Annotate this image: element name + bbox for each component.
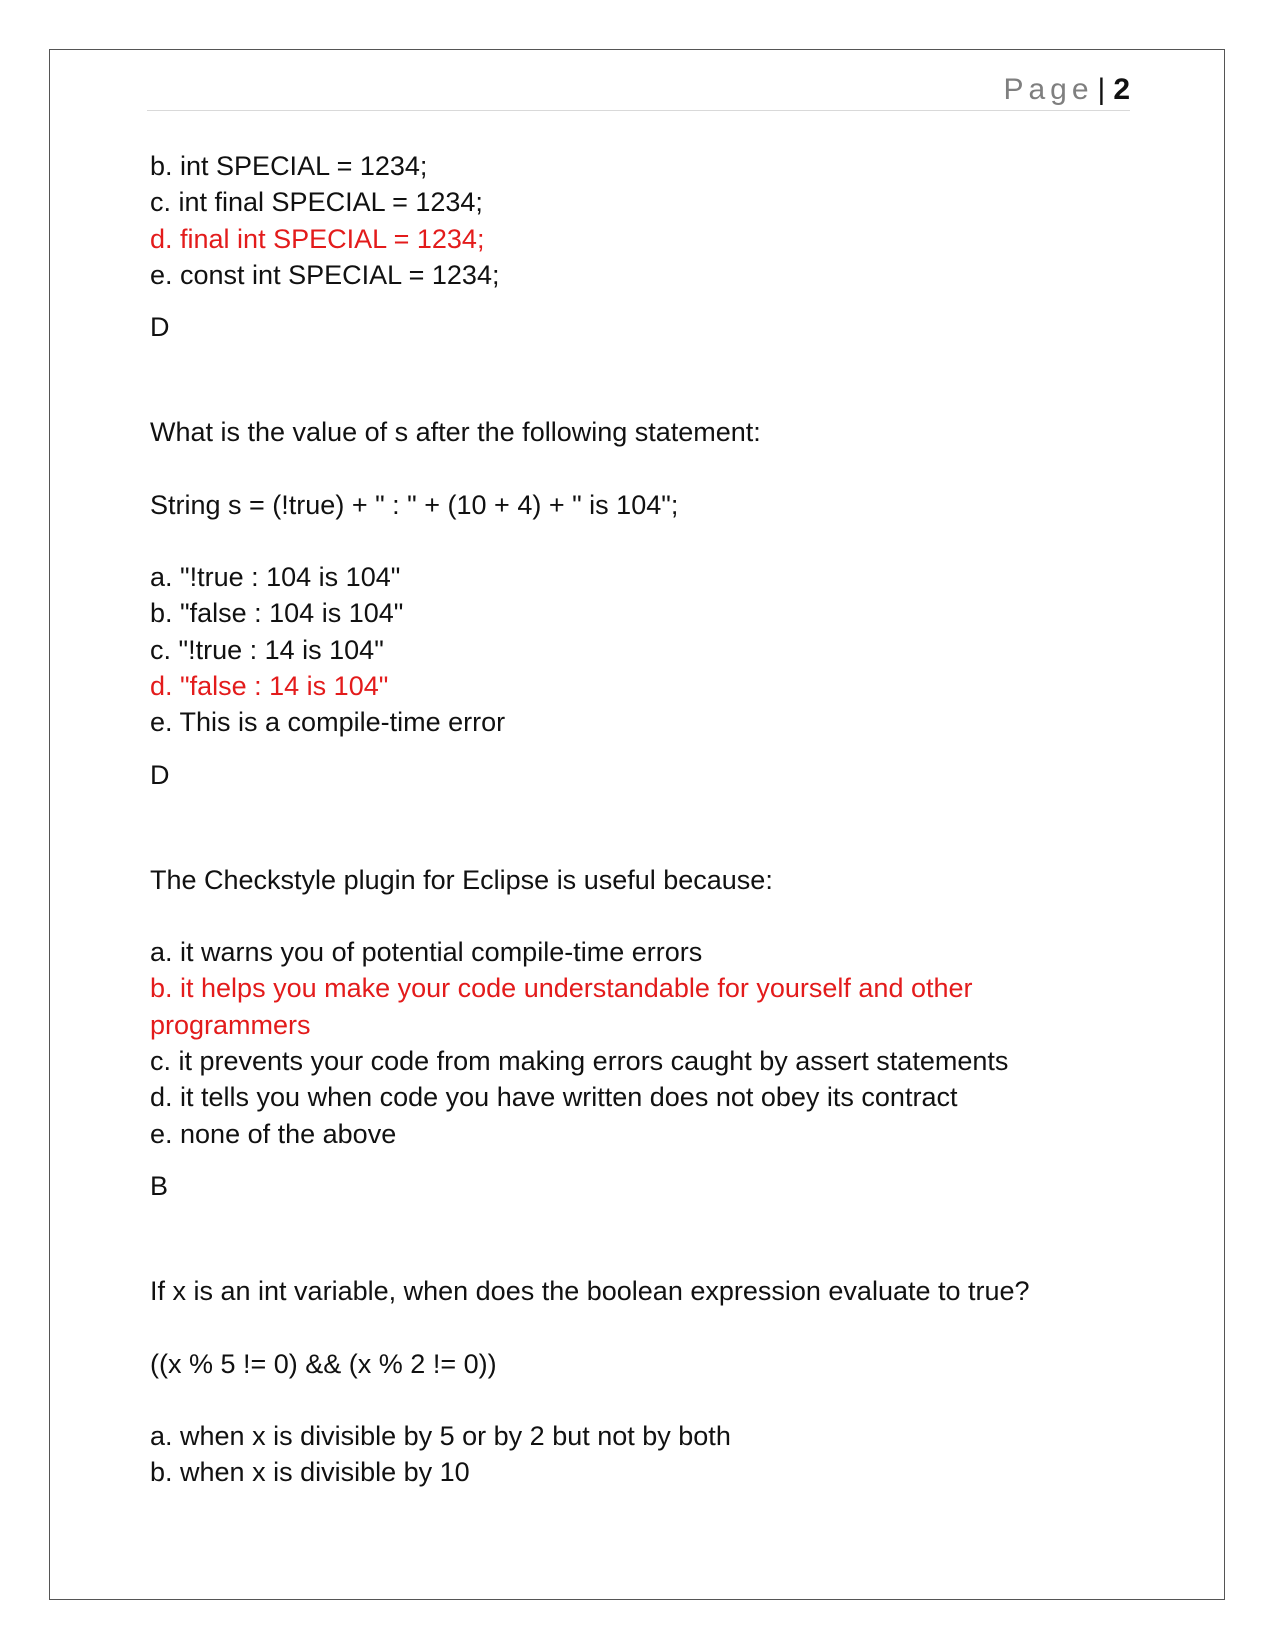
option-a: a. it warns you of potential compile-time errors xyxy=(150,937,703,968)
page-number: 2 xyxy=(1113,73,1130,106)
code-statement: String s = (!true) + " : " + (10 + 4) + " is 104"; xyxy=(150,489,679,520)
question-text: The Checkstyle plugin for Eclipse is useful because: xyxy=(150,864,773,895)
question-block-4 xyxy=(150,1273,1120,1490)
code-expression: ((x % 5 != 0) && (x % 2 != 0)) xyxy=(150,1348,497,1379)
option-c: c. int final SPECIAL = 1234; xyxy=(150,187,483,218)
page-separator: | xyxy=(1097,73,1106,106)
option-list xyxy=(150,1418,1120,1491)
document-body xyxy=(150,148,1120,1490)
option-e: e. const int SPECIAL = 1234; xyxy=(150,259,500,290)
option-a: a. "!true : 104 is 104" xyxy=(150,562,401,593)
option-list xyxy=(150,148,1120,293)
question-block-1 xyxy=(150,148,1120,345)
option-b: b. int SPECIAL = 1234; xyxy=(150,151,428,181)
page-header xyxy=(147,72,1130,111)
option-c: c. "!true : 14 is 104" xyxy=(150,634,384,665)
question-text: What is the value of s after the following statement: xyxy=(150,417,761,448)
option-d-correct: d. "false : 14 is 104" xyxy=(150,670,389,701)
option-b: b. when x is divisible by 10 xyxy=(150,1457,470,1488)
answer-key: D xyxy=(150,759,170,790)
answer-key: B xyxy=(150,1170,169,1201)
question-block-3 xyxy=(150,862,1120,1204)
option-a: a. when x is divisible by 5 or by 2 but not by both xyxy=(150,1420,731,1451)
answer-key: D xyxy=(150,312,170,343)
option-c: c. it prevents your code from making errors caught by assert statements xyxy=(150,1046,1009,1077)
option-d-correct: d. final int SPECIAL = 1234; xyxy=(150,223,485,254)
option-b-correct: b. it helps you make your code understandable for yourself and other programmers xyxy=(150,973,981,1040)
question-block-2 xyxy=(150,414,1120,792)
page-label: Page xyxy=(1003,73,1094,106)
option-list xyxy=(150,934,1120,1152)
option-e: e. This is a compile-time error xyxy=(150,707,506,738)
option-list xyxy=(150,559,1120,740)
option-d: d. it tells you when code you have written does not obey its contract xyxy=(150,1082,958,1113)
question-text: If x is an int variable, when does the boolean expression evaluate to true? xyxy=(150,1276,1030,1307)
option-e: e. none of the above xyxy=(150,1118,397,1149)
option-b: b. "false : 104 is 104" xyxy=(150,598,404,629)
